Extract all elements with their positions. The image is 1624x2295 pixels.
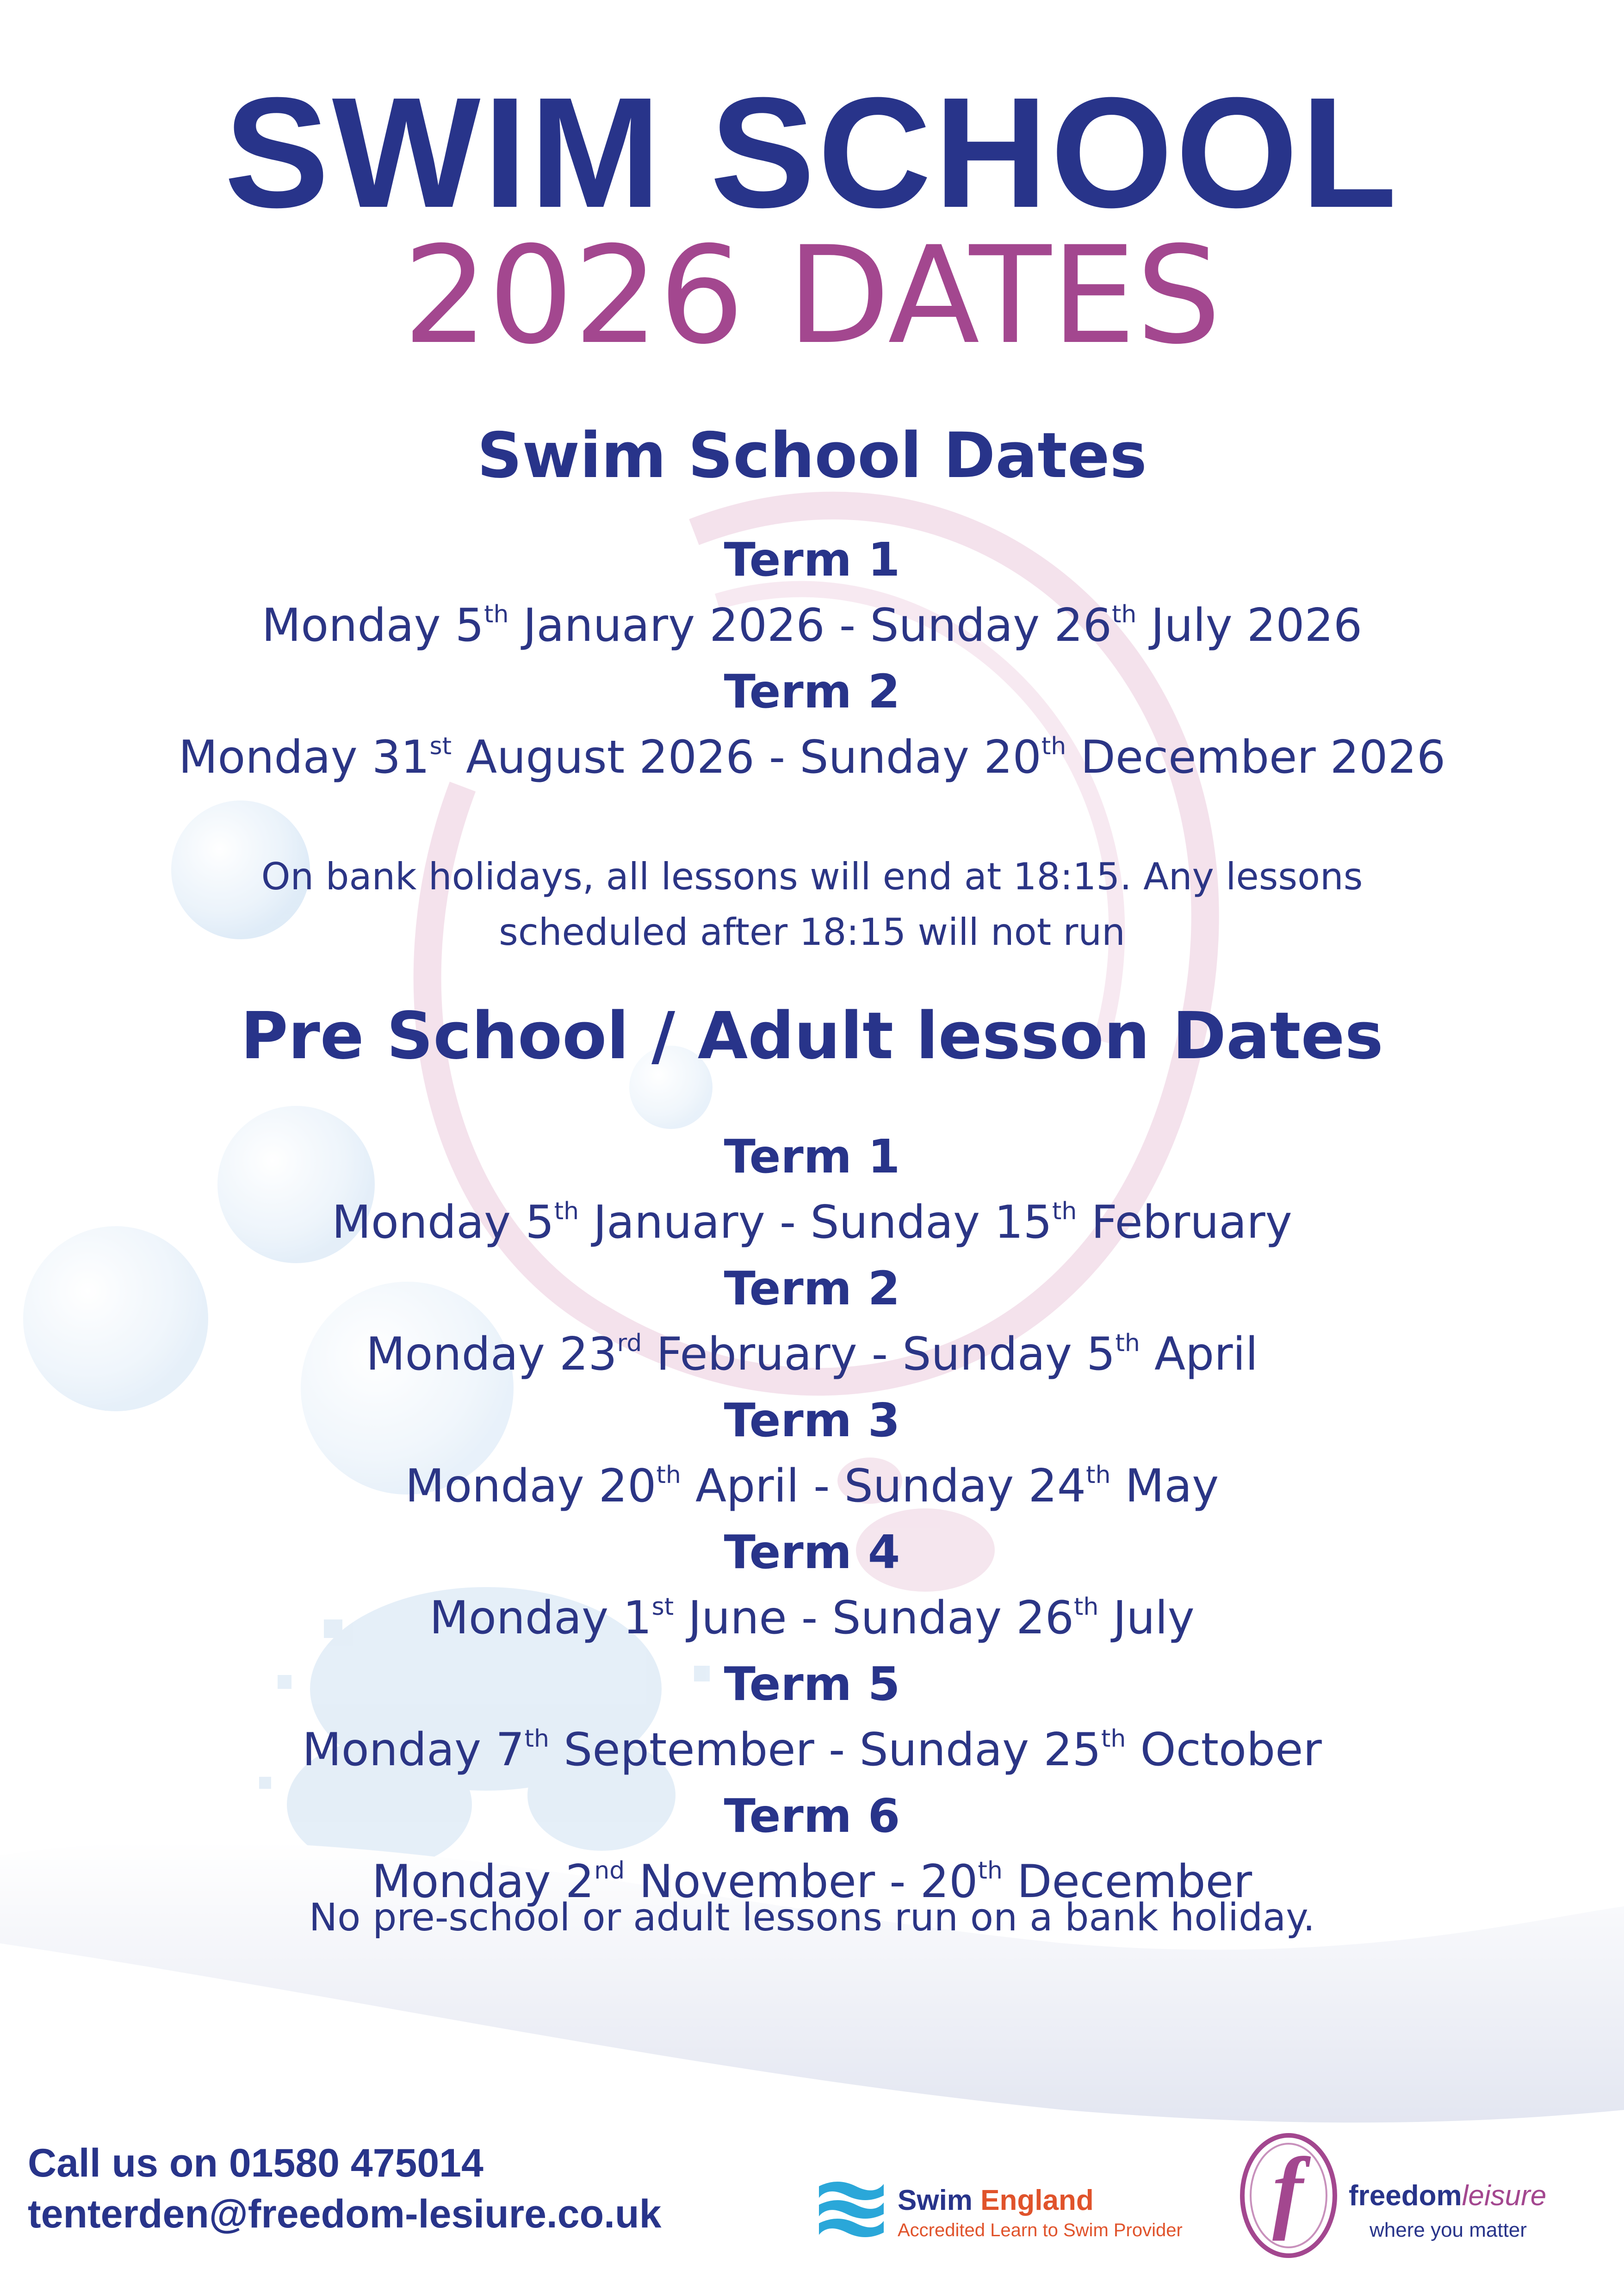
term-dates: Monday 5th January 2026 - Sunday 26th July 2026 xyxy=(261,599,1363,652)
term-label: Term 4 xyxy=(724,1525,900,1579)
freedom-leisure-logo xyxy=(1235,2128,1587,2267)
swim-school-heading: Swim School Dates xyxy=(477,419,1147,492)
pre-school-heading: Pre School / Adult lesson Dates xyxy=(241,999,1383,1074)
swim-england-tagline: Accredited Learn to Swim Provider xyxy=(898,2220,1183,2240)
email-link[interactable]: tenterden@freedom-lesiure.co.uk xyxy=(28,2192,662,2236)
bank-holiday-note: On bank holidays, all lessons will end at 18:15. Any lessons scheduled after 18:15 will not run xyxy=(261,855,1363,954)
term-label: Term 6 xyxy=(724,1789,900,1843)
term-dates: Monday 31st August 2026 - Sunday 20th December 2026 xyxy=(178,731,1446,784)
swim-england-name: Swim England xyxy=(898,2184,1094,2216)
freedom-leisure-name: freedomleisure xyxy=(1349,2180,1547,2212)
term-label: Term 1 xyxy=(724,533,900,587)
title-swim-school: SWIM SCHOOL xyxy=(224,65,1400,241)
term-dates: Monday 2nd November - 20th December xyxy=(372,1855,1252,1908)
term-label: Term 2 xyxy=(724,664,900,719)
term-dates: Monday 20th April - Sunday 24th May xyxy=(405,1460,1219,1513)
term-label: Term 5 xyxy=(724,1657,900,1711)
term-dates: Monday 7th September - Sunday 25th October xyxy=(302,1724,1322,1776)
term-label: Term 2 xyxy=(724,1261,900,1315)
term-dates: Monday 1st June - Sunday 26th July xyxy=(429,1592,1195,1644)
term-label: Term 3 xyxy=(724,1393,900,1447)
phone-text: Call us on 01580 475014 xyxy=(28,2141,483,2185)
pre-school-term-list xyxy=(0,1124,1624,1916)
term-dates: Monday 5th January - Sunday 15th February xyxy=(332,1196,1292,1249)
freedom-leisure-tagline: where you matter xyxy=(1370,2219,1527,2241)
title-2026-dates: 2026 DATES xyxy=(403,218,1221,374)
swim-england-logo xyxy=(810,2170,1226,2253)
term-dates: Monday 23rd February - Sunday 5th April xyxy=(366,1328,1258,1381)
swim-england-waves-icon xyxy=(814,2177,888,2246)
contact-block xyxy=(28,2138,661,2239)
swim-school-term-list xyxy=(0,527,1624,791)
term-label: Term 1 xyxy=(724,1129,900,1184)
freedom-leisure-f-icon xyxy=(1235,2128,1342,2263)
pre-school-bank-holiday-note: No pre-school or adult lessons run on a bank holiday. xyxy=(309,1896,1315,1940)
svg-text:f: f xyxy=(1272,2139,1303,2241)
